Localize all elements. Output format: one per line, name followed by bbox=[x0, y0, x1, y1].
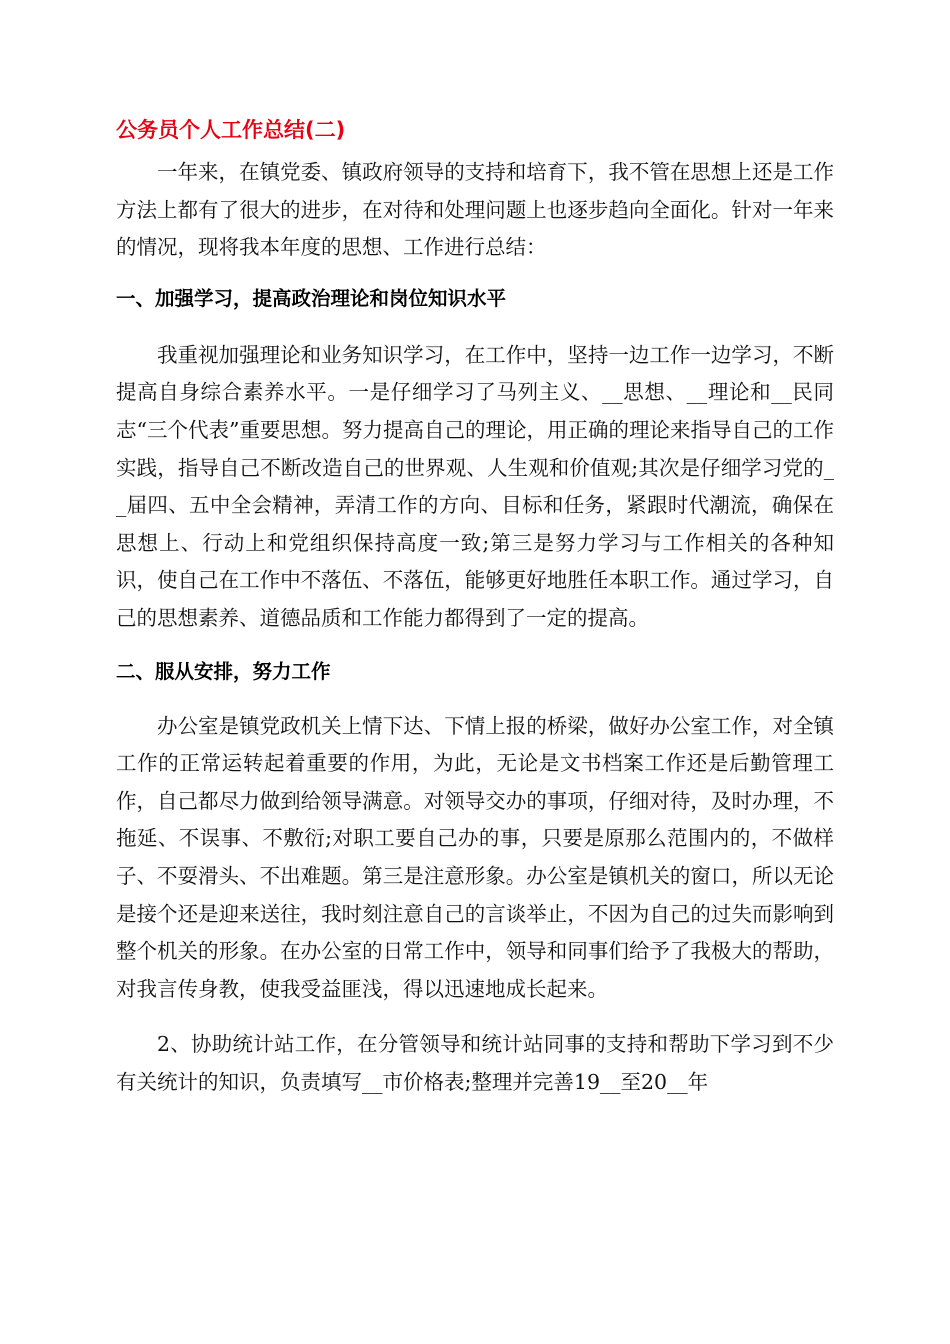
document-body bbox=[116, 112, 834, 1101]
section-2-paragraph-1: 办公室是镇党政机关上情下达、下情上报的桥梁，做好办公室工作，对全镇工作的正常运转起着重要的作用，为此，无论是文书档案工作还是后勤管理工作，自己都尽力做到给领导满意。对领导交办的事项，仔细对待，及时办理，不拖延、不误事、不敷衍;对职工要自己办的事，只要是原那么范围内的，不做样子、不耍滑头、不出难题。第三是注意形象。办公室是镇机关的窗口，所以无论是接个还是迎来送往，我时刻注意自己的言谈举止，不因为自己的过失而影响到整个机关的形象。在办公室的日常工作中，领导和同事们给予了我极大的帮助，对我言传身教，使我受益匪浅，得以迅速地成长起来。 bbox=[116, 713, 834, 1001]
section-2-paragraph-2: 2、协助统计站工作，在分管领导和统计站同事的支持和帮助下学习到不少有关统计的知识，负责填写__市价格表;整理并完善19__至20__年 bbox=[116, 1032, 834, 1094]
intro-paragraph: 一年来，在镇党委、镇政府领导的支持和培育下，我不管在思想上还是工作方法上都有了很大的进步，在对待和处理问题上也逐步趋向全面化。针对一年来的情况，现将我本年度的思想、工作进行总结： bbox=[116, 160, 834, 260]
document-title: 公务员个人工作总结(二) bbox=[116, 118, 346, 142]
section-heading-1: 一、加强学习，提高政治理论和岗位知识水平 bbox=[116, 286, 507, 310]
section-1-paragraph-1: 我重视加强理论和业务知识学习，在工作中，坚持一边工作一边学习，不断提高自身综合素养水平。一是仔细学习了马列主义、__思想、__理论和__民同志“三个代表”重要思想。努力提高自己的理论，用正确的理论来指导自己的工作实践，指导自己不断改造自己的世界观、人生观和价值观;其次是仔细学习党的__届四、五中全会精神，弄清工作的方向、目标和任务，紧跟时代潮流，确保在思想上、行动上和党组织保持高度一致;第三是努力学习与工作相关的各种知识，使自己在工作中不落伍、不落伍，能够更好地胜任本职工作。通过学习，自己的思想素养、道德品质和工作能力都得到了一定的提高。 bbox=[116, 342, 834, 630]
section-heading-2: 二、服从安排，努力工作 bbox=[116, 659, 331, 683]
